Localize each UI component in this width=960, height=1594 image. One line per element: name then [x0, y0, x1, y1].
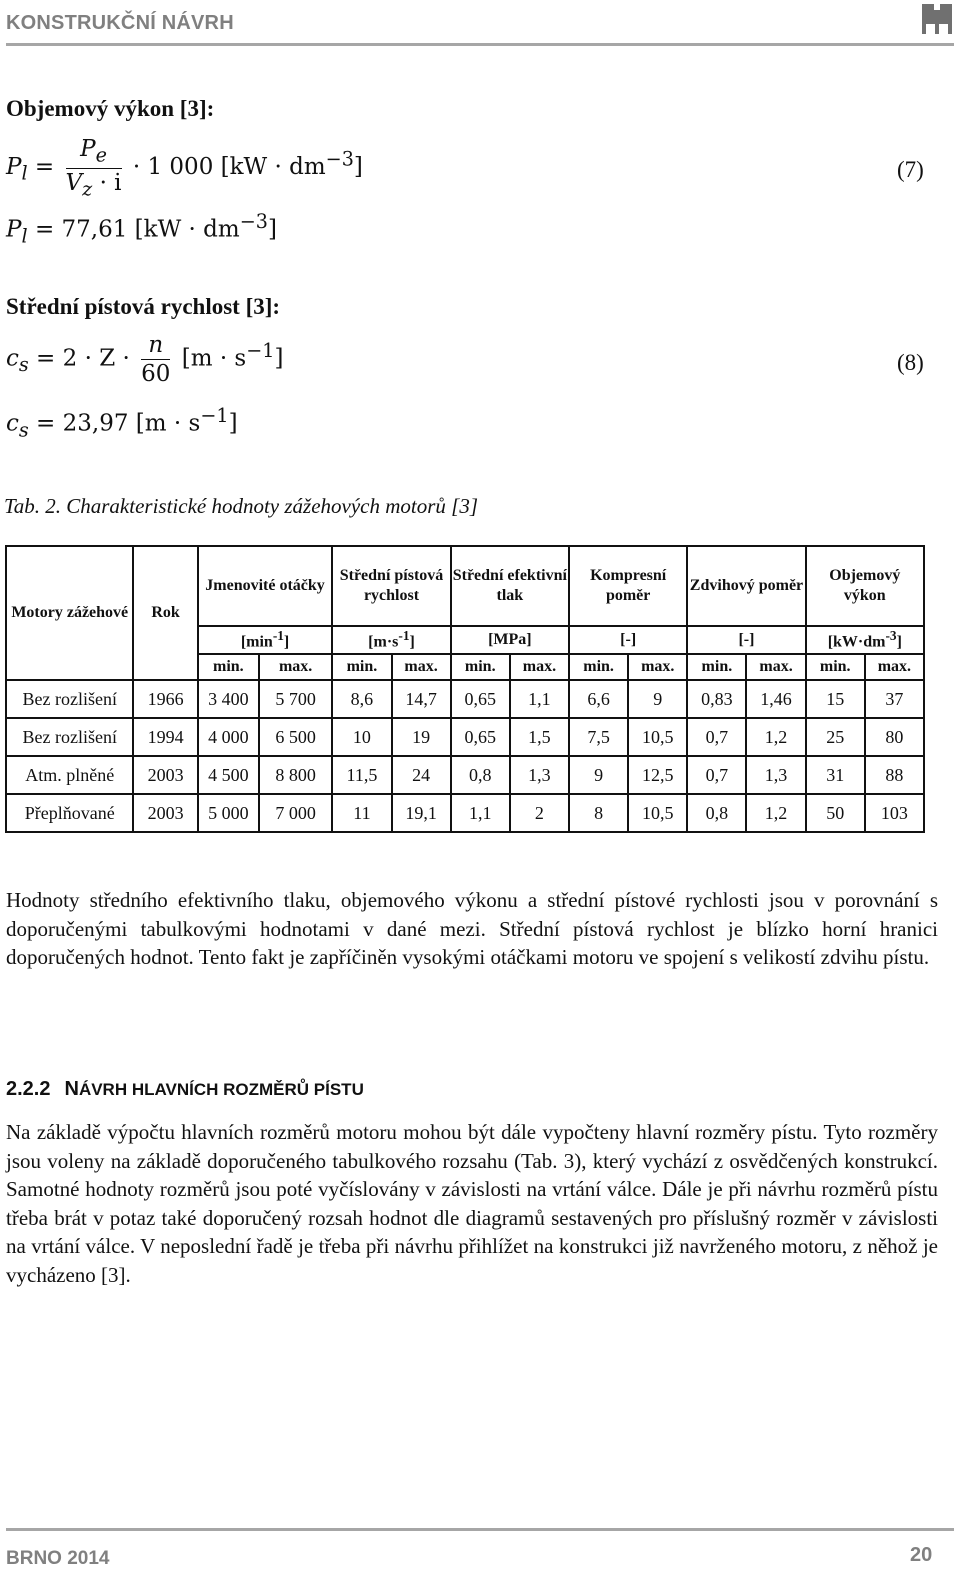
table-cell: 24 — [392, 756, 451, 794]
equation-7-result: $P_l = 77,61$ $[kW \cdot dm^{-3}]$ — [6, 210, 277, 248]
table-cell: 0,83 — [687, 680, 746, 718]
table-row — [6, 794, 924, 832]
table-cell: 10 — [332, 718, 391, 756]
table-cell: 10,5 — [628, 718, 687, 756]
table-row — [6, 756, 924, 794]
table-cell: 11,5 — [332, 756, 391, 794]
table-cell: 6,6 — [569, 680, 628, 718]
max-label: max. — [510, 654, 569, 680]
table-cell: 4 000 — [198, 718, 259, 756]
unit-volumetric-power: $[kW\cdot dm^{-3}]$ — [806, 626, 924, 654]
unit-stroke-ratio: [-] — [687, 626, 805, 654]
table-cell: 7 000 — [259, 794, 332, 832]
min-label: min. — [451, 654, 510, 680]
table-cell: 14,7 — [392, 680, 451, 718]
table-cell: 2 — [510, 794, 569, 832]
max-label: max. — [259, 654, 332, 680]
table-cell: 50 — [806, 794, 865, 832]
equation-7-fraction: $\frac{P_e}{V_z \cdot i}$ — [65, 136, 122, 201]
table-cell: 12,5 — [628, 756, 687, 794]
table-cell: 1,5 — [510, 718, 569, 756]
row-year: 1966 — [133, 680, 197, 718]
table-cell: 3 400 — [198, 680, 259, 718]
min-label: min. — [687, 654, 746, 680]
header-title: KONSTRUKČNÍ NÁVRH — [6, 12, 234, 34]
row-engine: Bez rozlišení — [6, 680, 133, 718]
table-header-row — [6, 546, 924, 626]
table-cell: 0,65 — [451, 680, 510, 718]
header-mean-effective-pressure: Střední efektivní tlak — [451, 546, 569, 626]
table-cell: 8 800 — [259, 756, 332, 794]
table-cell: 0,8 — [451, 756, 510, 794]
equation-8-result: $c_s = 23,97$ $[m \cdot s^{-1}]$ — [6, 404, 238, 442]
header-year: Rok — [133, 546, 197, 680]
table-cell: 103 — [865, 794, 924, 832]
row-engine: Bez rozlišení — [6, 718, 133, 756]
equation-8-fraction: $\frac{n}{60}$ — [141, 332, 171, 387]
table-cell: 7,5 — [569, 718, 628, 756]
table-cell: 19,1 — [392, 794, 451, 832]
table-cell: 4 500 — [198, 756, 259, 794]
table-caption: Tab. 2. Charakteristické hodnoty zážehových motorů [3] — [4, 494, 479, 518]
section-number: 2.2.2 — [6, 1078, 51, 1100]
characteristics-table — [5, 545, 925, 833]
table-row — [6, 718, 924, 756]
table-cell: 1,3 — [510, 756, 569, 794]
min-label: min. — [198, 654, 259, 680]
max-label: max. — [865, 654, 924, 680]
unit-compression-ratio: [-] — [569, 626, 687, 654]
header-compression-ratio: Kompresní poměr — [569, 546, 687, 626]
heading-piston-speed: Střední pístová rychlost [3]: — [6, 294, 281, 319]
table-cell: 8,6 — [332, 680, 391, 718]
max-label: max. — [628, 654, 687, 680]
header-mean-piston-speed: Střední pístová rychlost — [332, 546, 450, 626]
table-cell: 1,2 — [746, 794, 805, 832]
section-title: NÁVRH HLAVNÍCH ROZMĚRŮ PÍSTU — [64, 1078, 364, 1100]
table-row — [6, 680, 924, 718]
table-cell: 80 — [865, 718, 924, 756]
table-cell: 1,3 — [746, 756, 805, 794]
footer-location-year: BRNO 2014 — [6, 1548, 110, 1569]
table-cell: 9 — [569, 756, 628, 794]
paragraph-piston-dimensions: Na základě výpočtu hlavních rozměrů motoru mohou být dále vypočteny hlavní rozměry pístu. Tyto rozměry jsou voleny na základě doporučeného tabulkového rozsahu (Tab. 3), který vychází z osvědčených konstrukcí. Samotné hodnoty rozměrů jsou poté vyčíslovány v závislosti na vrtání válce. Dále je při návrhu rozměrů pístu třeba brát v potaz také doporučený rozsah hodnot dle diagramů sestavených pro příslušný rozměr v závislosti na vrtání válce. V neposlední řadě je třeba při návrhu přihlížet na konstrukci již navrženého motoru, z něhož je vycházeno [3]. — [6, 1120, 938, 1287]
table-cell: 0,8 — [687, 794, 746, 832]
table-cell: 1,1 — [510, 680, 569, 718]
heading-volumetric-power: Objemový výkon [3]: — [6, 96, 215, 121]
table-cell: 0,7 — [687, 718, 746, 756]
max-label: max. — [392, 654, 451, 680]
footer-rule — [6, 1528, 954, 1531]
header-volumetric-power: Objemový výkon — [806, 546, 924, 626]
table-cell: 8 — [569, 794, 628, 832]
unit-mean-piston-speed: $[m\cdot s^{-1}]$ — [332, 626, 450, 654]
table-cell: 25 — [806, 718, 865, 756]
equation-number-7: (7) — [897, 157, 924, 182]
equation-number-8: (8) — [897, 350, 924, 375]
table-cell: 0,65 — [451, 718, 510, 756]
min-label: min. — [569, 654, 628, 680]
table-cell: 0,7 — [687, 756, 746, 794]
table-cell: 9 — [628, 680, 687, 718]
row-year: 2003 — [133, 794, 197, 832]
table-cell: 6 500 — [259, 718, 332, 756]
institution-logo-icon — [922, 4, 952, 34]
table-cell: 37 — [865, 680, 924, 718]
table-cell: 10,5 — [628, 794, 687, 832]
header-rule — [6, 43, 954, 46]
row-year: 1994 — [133, 718, 197, 756]
header-stroke-ratio: Zdvihový poměr — [687, 546, 805, 626]
table-cell: 1,1 — [451, 794, 510, 832]
unit-mean-effective-pressure: [MPa] — [451, 626, 569, 654]
equation-7: $P_l$ = $\frac{P_e}{V_z \cdot i}$ · 1 000 $[kW \cdot dm^{-3}]$ — [6, 136, 363, 201]
table-cell: 1,2 — [746, 718, 805, 756]
row-year: 2003 — [133, 756, 197, 794]
min-label: min. — [806, 654, 865, 680]
table-cell: 1,46 — [746, 680, 805, 718]
header-engine: Motory zážehové — [6, 546, 133, 680]
max-label: max. — [746, 654, 805, 680]
table-cell: 5 000 — [198, 794, 259, 832]
row-engine: Přeplňované — [6, 794, 133, 832]
table-cell: 5 700 — [259, 680, 332, 718]
table-cell: 11 — [332, 794, 391, 832]
page-number: 20 — [910, 1544, 933, 1566]
unit-rated-speed: $[\min^{-1}]$ — [198, 626, 333, 654]
table-cell: 88 — [865, 756, 924, 794]
row-engine: Atm. plněné — [6, 756, 133, 794]
paragraph-comparison: Hodnoty středního efektivního tlaku, objemového výkonu a střední pístové rychlosti jsou v porovnání s doporučenými tabulkovými hodnotami v dané mezi. Střední pístová rychlost je blízko horní hranici doporučených hodnot. Tento fakt je zapříčiněn vysokými otáčkami motoru ve spojení s velikostí zdvihu pístu. — [6, 888, 938, 969]
header-rated-speed: Jmenovité otáčky — [198, 546, 333, 626]
table-cell: 31 — [806, 756, 865, 794]
table-cell: 19 — [392, 718, 451, 756]
min-label: min. — [332, 654, 391, 680]
equation-8: $c_s = 2 \cdot Z$ · $\frac{n}{60}$ $[m \cdot s^{-1}]$ — [6, 332, 284, 387]
section-heading — [6, 1078, 364, 1101]
table-cell: 15 — [806, 680, 865, 718]
